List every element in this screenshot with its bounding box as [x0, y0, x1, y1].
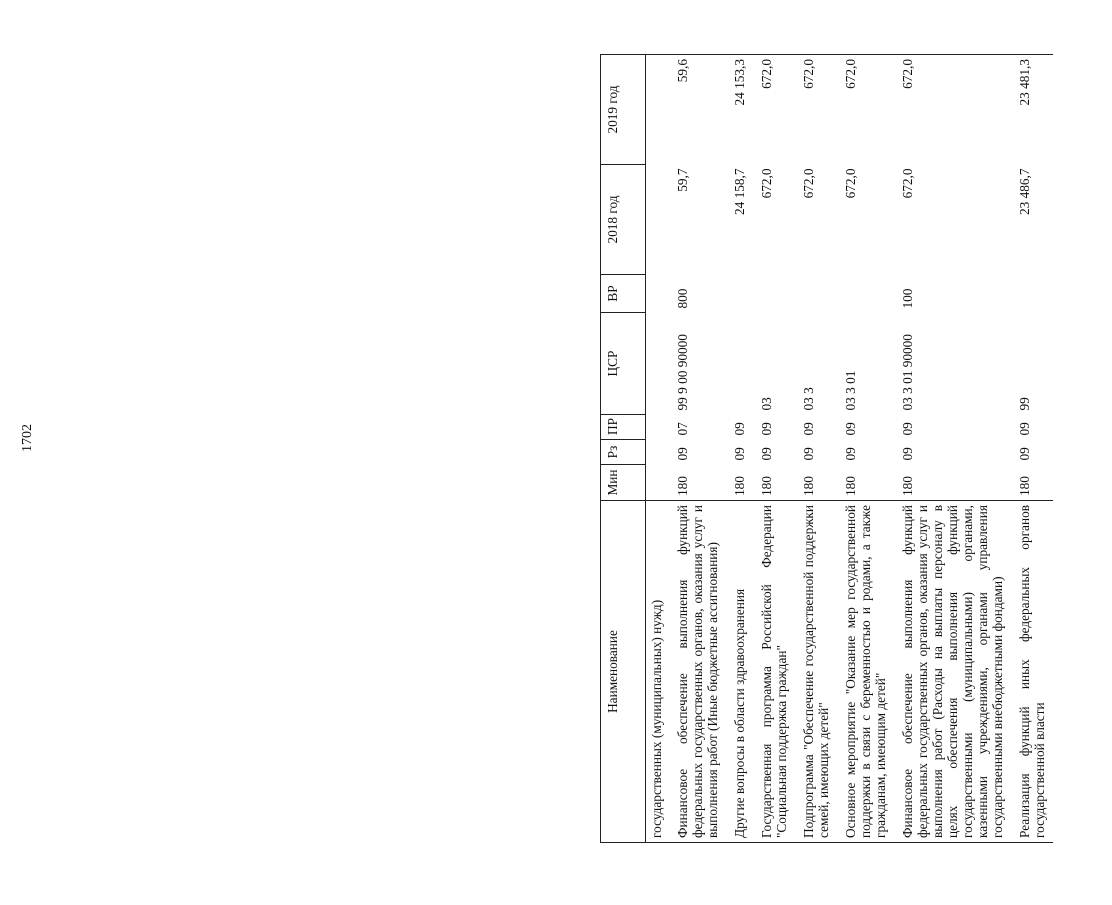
- cell-pr: [646, 415, 670, 440]
- cell-pr: 09: [759, 422, 774, 436]
- cell-min: 180: [759, 476, 774, 496]
- cell-2018: 24 158,7: [732, 168, 747, 216]
- cell-2018: 59,7: [675, 168, 690, 192]
- cell-rz: 09: [759, 447, 774, 461]
- cell-pr: 09: [801, 422, 816, 436]
- page-number: 1702: [20, 424, 35, 452]
- cell-name: Другие вопросы в области здравоохранения: [726, 501, 753, 843]
- table-row: [753, 55, 795, 843]
- cell-csr: [646, 313, 670, 415]
- cell-rz: 09: [900, 447, 915, 461]
- table-row: [894, 55, 1011, 843]
- cell-min: 180: [675, 476, 690, 496]
- cell-rz: 09: [801, 447, 816, 461]
- table-row: [837, 55, 894, 843]
- cell-name: Основное мероприятие "Оказание мер государственной поддержки в связи с беременностью и родами, а также гражданам, имеющим детей": [837, 501, 894, 843]
- cell-csr: 03: [759, 397, 774, 411]
- cell-csr: 99 9 00 90000: [675, 334, 690, 411]
- cell-csr: 03 3 01 90000: [900, 334, 915, 411]
- cell-2018: 23 486,7: [1017, 168, 1032, 216]
- cell-pr: 09: [900, 422, 915, 436]
- cell-vr: [795, 275, 837, 313]
- cell-2018: 672,0: [801, 168, 816, 199]
- header-rz: Рз: [601, 440, 646, 465]
- cell-2018: 672,0: [900, 168, 915, 199]
- cell-rz: [646, 440, 670, 465]
- cell-2019: 672,0: [753, 55, 795, 165]
- cell-rz: 09: [675, 447, 690, 461]
- cell-rz: 09: [732, 447, 747, 461]
- header-name: Наименование: [601, 501, 646, 843]
- cell-csr: [726, 313, 753, 415]
- cell-vr: [753, 275, 795, 313]
- header-min: Мин: [601, 465, 646, 501]
- cell-name: Государственная программа Российской Федерации "Социальная поддержка граждан": [753, 501, 795, 843]
- cell-vr: 800: [675, 288, 690, 309]
- cell-name: Реализация функций иных федеральных органов государственной власти: [1011, 501, 1053, 843]
- cell-2019: 672,0: [837, 55, 894, 165]
- cell-name: Финансовое обеспечение выполнения функций федеральных государственных органов, оказания услуг и выполнения работ (Иные бюджетные ассигнования): [669, 501, 726, 843]
- cell-min: 180: [732, 476, 747, 496]
- cell-name: Финансовое обеспечение выполнения функций федеральных государственных органов, оказания услуг и выполнения работ (Расходы на выплаты персоналу в целях обеспечения выполнения функций государственными (муниципальными) органами, казенными учреждениями, органами управления государственными внебюджетными фондами): [894, 501, 1011, 843]
- cell-name: государственных (муниципальных) нужд): [646, 501, 670, 843]
- cell-name: Подпрограмма "Обеспечение государственной поддержки семей, имеющих детей": [795, 501, 837, 843]
- table-row: [726, 55, 753, 843]
- cell-2019: 672,0: [795, 55, 837, 165]
- cell-2018: 672,0: [843, 168, 858, 199]
- table-body: [646, 55, 1054, 843]
- cell-rz: 09: [843, 447, 858, 461]
- cell-csr: 99: [1017, 397, 1032, 411]
- table-row: [646, 55, 670, 843]
- cell-pr: 09: [1017, 422, 1032, 436]
- cell-vr: [1011, 275, 1053, 313]
- header-vr: ВР: [601, 275, 646, 313]
- cell-pr: 07: [675, 422, 690, 436]
- table-row: [795, 55, 837, 843]
- cell-csr: 03 3: [801, 387, 816, 411]
- cell-2019: 672,0: [894, 55, 1011, 165]
- header-2019: 2019 год: [601, 55, 646, 165]
- cell-min: [646, 465, 670, 501]
- cell-min: 180: [1017, 476, 1032, 496]
- cell-vr: [837, 275, 894, 313]
- cell-min: 180: [843, 476, 858, 496]
- header-pr: ПР: [601, 415, 646, 440]
- cell-vr: [726, 275, 753, 313]
- cell-min: 180: [801, 476, 816, 496]
- budget-table: [600, 54, 1053, 843]
- cell-2019: 24 153,3: [726, 55, 753, 165]
- cell-pr: 09: [843, 422, 858, 436]
- rotated-table-container: [600, 55, 1112, 843]
- cell-csr: 03 3 01: [843, 370, 858, 411]
- cell-pr: 09: [732, 422, 747, 436]
- cell-vr: 100: [900, 288, 915, 309]
- table-row: [669, 55, 726, 843]
- cell-2018: 672,0: [759, 168, 774, 199]
- header-2018: 2018 год: [601, 165, 646, 275]
- header-csr: ЦСР: [601, 313, 646, 415]
- cell-2019: 59,6: [669, 55, 726, 165]
- cell-2018: [646, 165, 670, 275]
- cell-min: 180: [900, 476, 915, 496]
- table-row: [1011, 55, 1053, 843]
- cell-rz: 09: [1017, 447, 1032, 461]
- table-header: [601, 55, 646, 843]
- cell-2019: [646, 55, 670, 165]
- cell-2019: 23 481,3: [1011, 55, 1053, 165]
- cell-vr: [646, 275, 670, 313]
